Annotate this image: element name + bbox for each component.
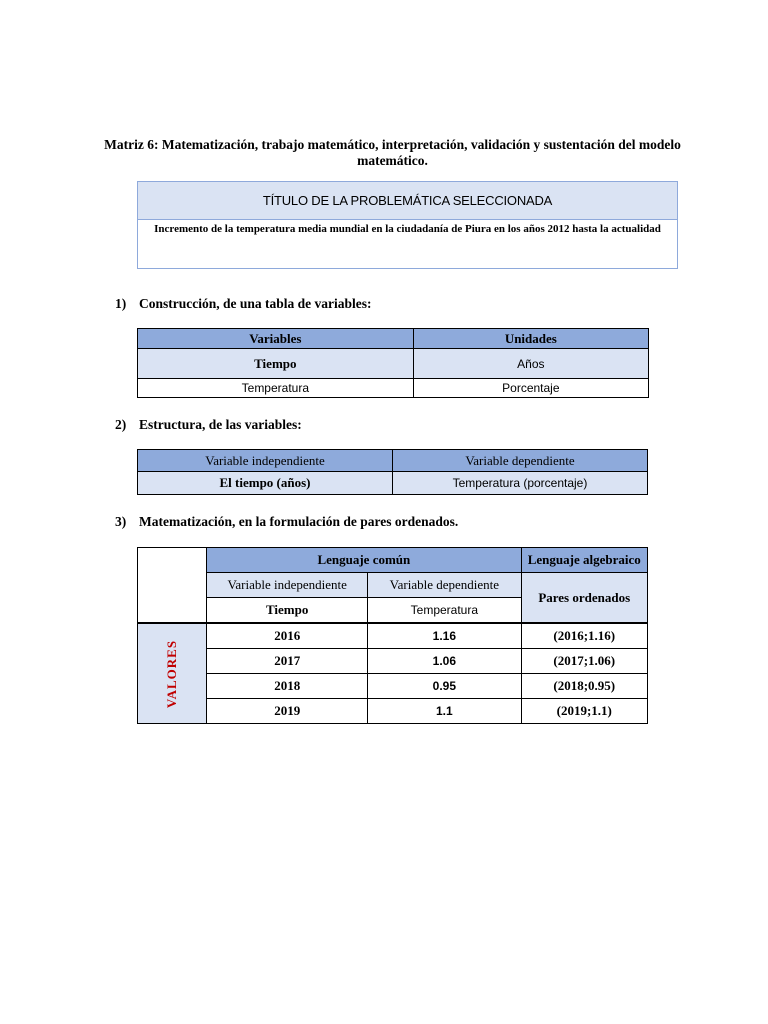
table-cell: Tiempo — [138, 349, 414, 379]
section-number: 2) — [115, 417, 127, 432]
table-cell: Temperatura — [138, 379, 414, 398]
col-header-independent: Variable independiente — [207, 573, 368, 598]
table-header: Variable dependiente — [393, 450, 648, 472]
structure-table — [137, 449, 648, 495]
table-cell: El tiempo (años) — [138, 472, 393, 495]
variables-table — [137, 328, 649, 398]
col-header-pairs: Pares ordenados — [521, 573, 648, 624]
section-number: 3) — [115, 514, 127, 529]
problem-heading: TÍTULO DE LA PROBLEMÁTICA SELECCIONADA — [138, 182, 677, 220]
table-header: Unidades — [413, 329, 648, 349]
table-cell: 2019 — [207, 699, 368, 724]
section-label: Construcción, de una tabla de variables: — [139, 296, 372, 311]
table-cell: 1.06 — [368, 649, 521, 674]
group-header-common: Lenguaje común — [207, 548, 521, 573]
unit-dependent: Temperatura — [368, 598, 521, 624]
section-label: Estructura, de las variables: — [139, 417, 302, 432]
section-2-heading — [115, 417, 302, 433]
table-cell: (2017;1.06) — [521, 649, 648, 674]
empty-corner-cell — [138, 548, 207, 624]
table-cell: 2017 — [207, 649, 368, 674]
table-cell: 0.95 — [368, 674, 521, 699]
problem-description: Incremento de la temperatura media mundial en la ciudadanía de Piura en los años 2012 hasta la actualidad — [154, 223, 661, 235]
col-header-dependent: Variable dependiente — [368, 573, 521, 598]
table-row — [138, 623, 648, 649]
table-row — [138, 699, 648, 724]
table-cell: 1.16 — [368, 623, 521, 649]
table-cell: Años — [413, 349, 648, 379]
document-title: Matriz 6: Matematización, trabajo matemático, interpretación, validación y sustentación del modelo matemático. — [104, 137, 681, 168]
table-row — [138, 674, 648, 699]
valores-side-label: VALORES — [138, 623, 207, 724]
table-row — [138, 472, 648, 495]
table-cell: 2016 — [207, 623, 368, 649]
section-1-heading — [115, 296, 372, 312]
table-cell: Temperatura (porcentaje) — [393, 472, 648, 495]
group-header-algebraic: Lenguaje algebraico — [521, 548, 648, 573]
ordered-pairs-table — [137, 547, 648, 724]
table-header: Variables — [138, 329, 414, 349]
section-label: Matematización, en la formulación de pares ordenados. — [139, 514, 459, 529]
table-cell: (2018;0.95) — [521, 674, 648, 699]
table-cell: (2016;1.16) — [521, 623, 648, 649]
table-header: Variable independiente — [138, 450, 393, 472]
table-cell: (2019;1.1) — [521, 699, 648, 724]
table-row — [138, 379, 649, 398]
unit-independent: Tiempo — [207, 598, 368, 624]
table-cell: 1.1 — [368, 699, 521, 724]
table-row — [138, 649, 648, 674]
table-cell: Porcentaje — [413, 379, 648, 398]
table-cell: 2018 — [207, 674, 368, 699]
problem-title-box — [137, 181, 678, 269]
section-3-heading — [115, 514, 458, 530]
section-number: 1) — [115, 296, 127, 311]
table-row — [138, 349, 649, 379]
